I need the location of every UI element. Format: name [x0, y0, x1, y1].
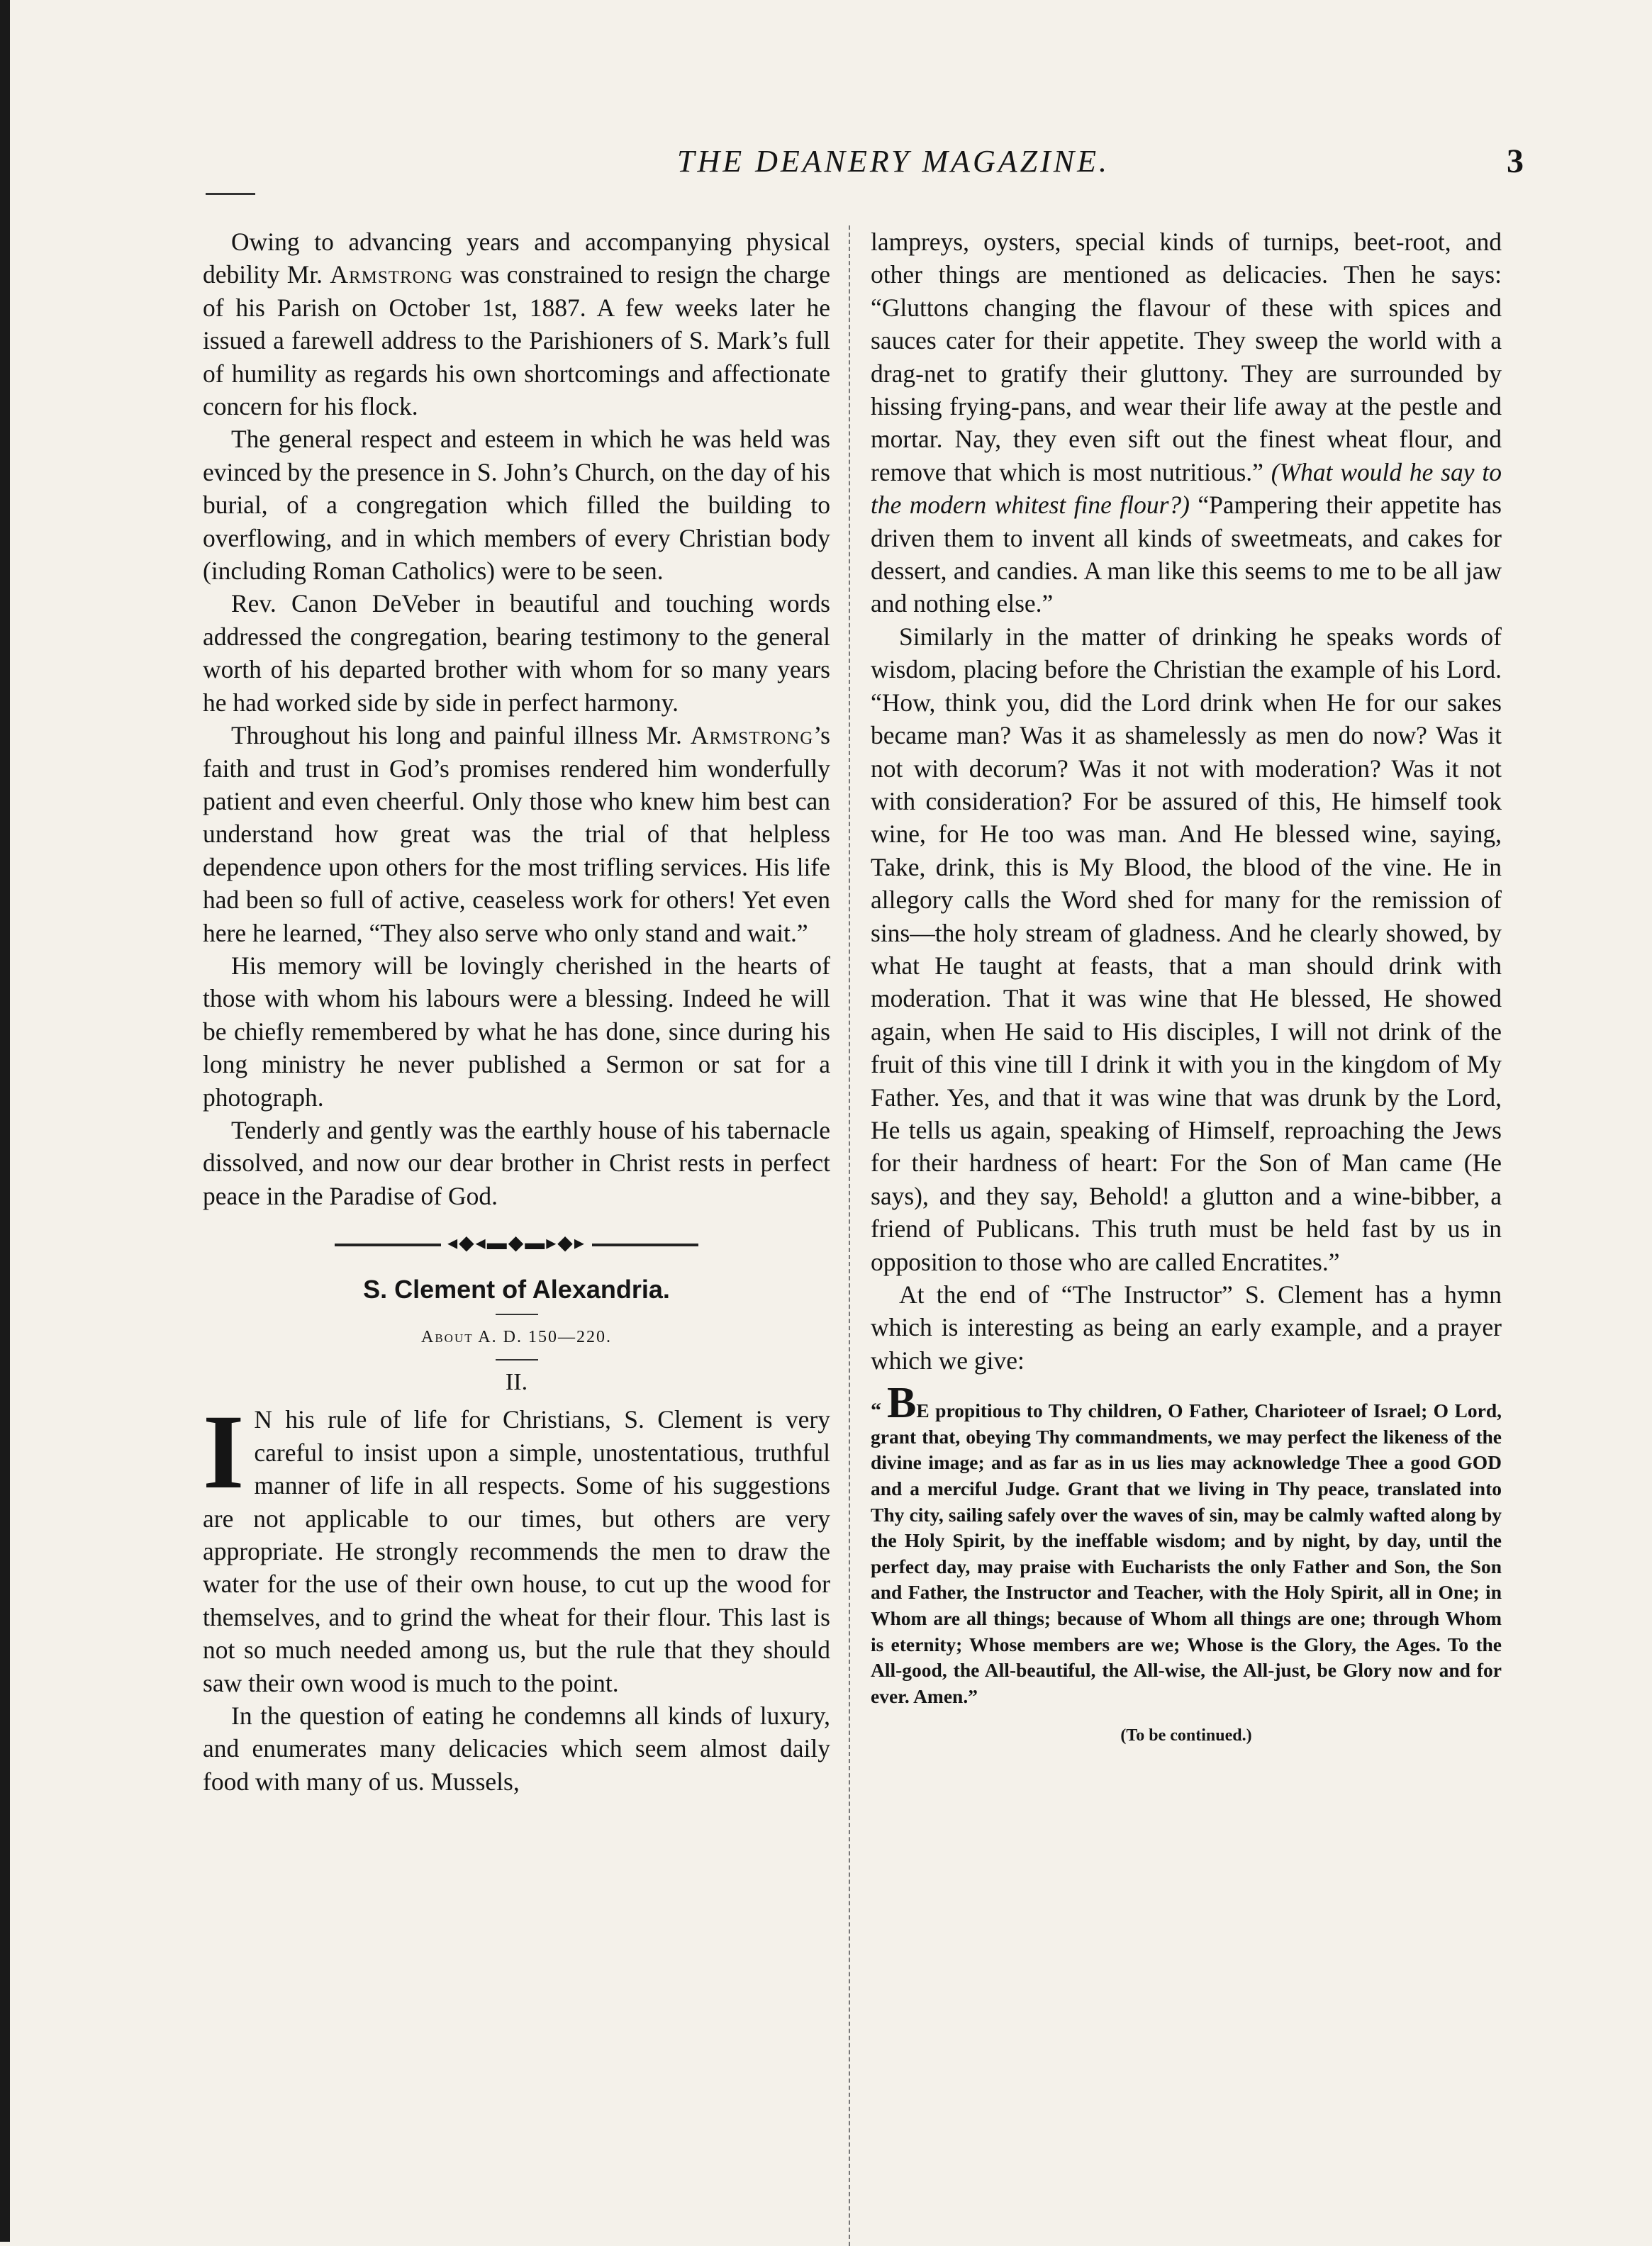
text-run: was constrained to resign the charge of his Parish on October 1st, 1887. A few weeks later he issued a farewell address to the Parishioners of S. Mark’s full of humility as regards his own shortcomings and affectionate concern for his flock.: [203, 260, 831, 421]
page-number: 3: [1507, 143, 1524, 180]
page-edge-rule: [0, 0, 10, 2242]
text-run: E propitious to Thy children, O Father, Charioteer of Israel; O Lord, grant that, obeying Thy commandments, we may perfect the likeness of the divine image; and as far as in us lies may acknowledge Thee a good GOD and a merciful Judge. Grant that we living in Thy peace, translated into Thy city, sailing safely over the waves of sin, may be calmly wafted along by the Holy Spirit, by the ineffable wisdom; and by night, by day, until the perfect day, may praise with Eucharists the only Father and Son, the Son and Father, the Instructor and Teacher, with the Holy Spirit, all in One; in Whom are all things; because of Whom all things are one; through Whom is eternity; Whose members are we; Whose is the Glory, the Ages. To the All-good, the All-beautiful, the All-wise, the All-just, be Glory now and for ever. Amen.”: [871, 1399, 1502, 1707]
article-paragraph: In the question of eating he condemns all kinds of luxury, and enumerates many delicacies which seem almost daily food with many of us. Mussels,: [203, 1702, 830, 1796]
text-run: ’s faith and trust in God’s promises rendered him wonderfully patient and even cheerful. Only those who knew him best can understand how great was the trial of that helpless dependence upon others for the most trifling services. His life had been so full of active, ceaseless work for others! Yet even here he learned, “They also serve who only stand and wait.”: [203, 721, 830, 947]
obituary-paragraph: His memory will be lovingly cherished in the hearts of those with whom his labours were a blessing. Indeed he will be chiefly remembered by what he has done, since during his long ministry he never published a Sermon or sat for a photograph.: [203, 951, 830, 1112]
continued-note: (To be continued.): [1120, 1726, 1252, 1745]
text-run: N his rule of life for Christians, S. Clement is very careful to insist upon a simple, unostentatious, truthful manner of life in all respects. Some of his suggestions are not applicable to our times, but others are very appropriate. He strongly recommends the men to draw the water for the use of their own house, to cut up the wood for themselves, and to grind the wheat for their flour. This last is not so much needed among us, but the rule that they should saw their own wood is much to the point.: [203, 1405, 830, 1697]
obituary-paragraph: [203, 719, 830, 949]
hymn-text: [871, 1379, 1502, 1709]
section-ornament: ◂◆◂▬◆▬▸◆▸: [203, 1234, 830, 1253]
quote-mark: “: [871, 1399, 881, 1423]
text-run: Owing to advancing years and accompanying physical debility Mr.: [203, 228, 830, 289]
italic-aside: (What would he say to the modern whitest fine flour?): [871, 457, 1502, 520]
header-dash: [206, 193, 255, 195]
hymn-drop-cap: B: [887, 1379, 917, 1428]
article-paragraph: At the end of “The Instructor” S. Clement has a hymn which is interesting as being an early example, and a prayer which we give:: [871, 1280, 1502, 1375]
obituary-paragraph: Tenderly and gently was the earthly house of his tabernacle dissolved, and now our dear brother in Christ rests in perfect peace in the Paradise of God.: [203, 1115, 830, 1210]
article-title: S. Clement of Alexandria.: [363, 1275, 670, 1304]
name-smallcaps: Armstrong: [690, 721, 814, 750]
obituary-paragraph: The general respect and esteem in which he was held was evinced by the presence in S. John’s Church, on the day of his burial, of a congregation which filled the building to overflowing, and in which members of every Christian body (including Roman Catholics) were to be seen.: [203, 425, 830, 586]
title-rule: [496, 1314, 538, 1315]
article-paragraph: [203, 1393, 830, 1699]
left-column: [203, 225, 830, 1798]
magazine-title: THE DEANERY MAGAZINE.: [677, 144, 1110, 179]
drop-cap: I: [203, 1393, 245, 1512]
article-paragraph: Similarly in the matter of drinking he speaks words of wisdom, placing before the Christian the example of his Lord. “How, think you, did the Lord drink when He for our sakes became man? Was it as shamelessly as men do now? Was it not with decorum? Was it not with moderation? Was it not with consideration? For be assured of this, He himself took wine, for He too was man. And He blessed wine, saying, Take, drink, this is My Blood, the blood of the vine. He in allegory calls the Word shed for many for the remission of sins—the holy stream of gladness. And he clearly showed, by what He taught at feasts, that a man should drink with moderation. That it was wine that He blessed, He showed again, when He said to His disciples, I will not drink of the fruit of this vine till I drink it with you in the kingdom of My Father. Yes, and that it was wine that was drunk by the Lord, He tells us again, speaking of Himself, reproaching the Jews for their hardness of heart: For the Son of Man came (He says), and they say, Behold! a glutton and a wine-bibber, a friend of Publicans. This truth must be held fast by us in opposition to those who are called Encratites.”: [871, 622, 1502, 1276]
name-smallcaps: Armstrong: [330, 260, 453, 289]
article-dates: About A. D. 150—220.: [421, 1327, 612, 1346]
text-run: lampreys, oysters, special kinds of turnips, beet-root, and other things are mentioned as delicacies. Then he says: “Gluttons changing the flavour of these with spices and sauces cater for their appetite. They sweep the world with a drag-net to gratify their gluttony. They are surrounded by hissing frying-pans, and wear their life away at the pestle and mortar. Nay, they even sift out the finest wheat flour, and remove that which is most nutritious.”: [871, 228, 1502, 486]
obituary-paragraph: Rev. Canon DeVeber in beautiful and touching words addressed the congregation, bearing testimony to the general worth of his departed brother with whom for so many years he had worked side by side in perfect harmony.: [203, 589, 830, 717]
text-run: “Pampering their appetite has driven them to invent all kinds of sweetmeats, and cakes for dessert, and candies. A man like this seems to me to be all jaw and nothing else.”: [871, 491, 1502, 618]
text-run: Throughout his long and painful illness Mr.: [231, 721, 691, 750]
article-paragraph: [871, 225, 1502, 620]
obituary-paragraph: [203, 225, 830, 423]
dates-rule: [496, 1359, 538, 1361]
part-number: II.: [505, 1369, 528, 1395]
right-column: [871, 225, 1502, 1753]
column-divider: [849, 225, 850, 2246]
